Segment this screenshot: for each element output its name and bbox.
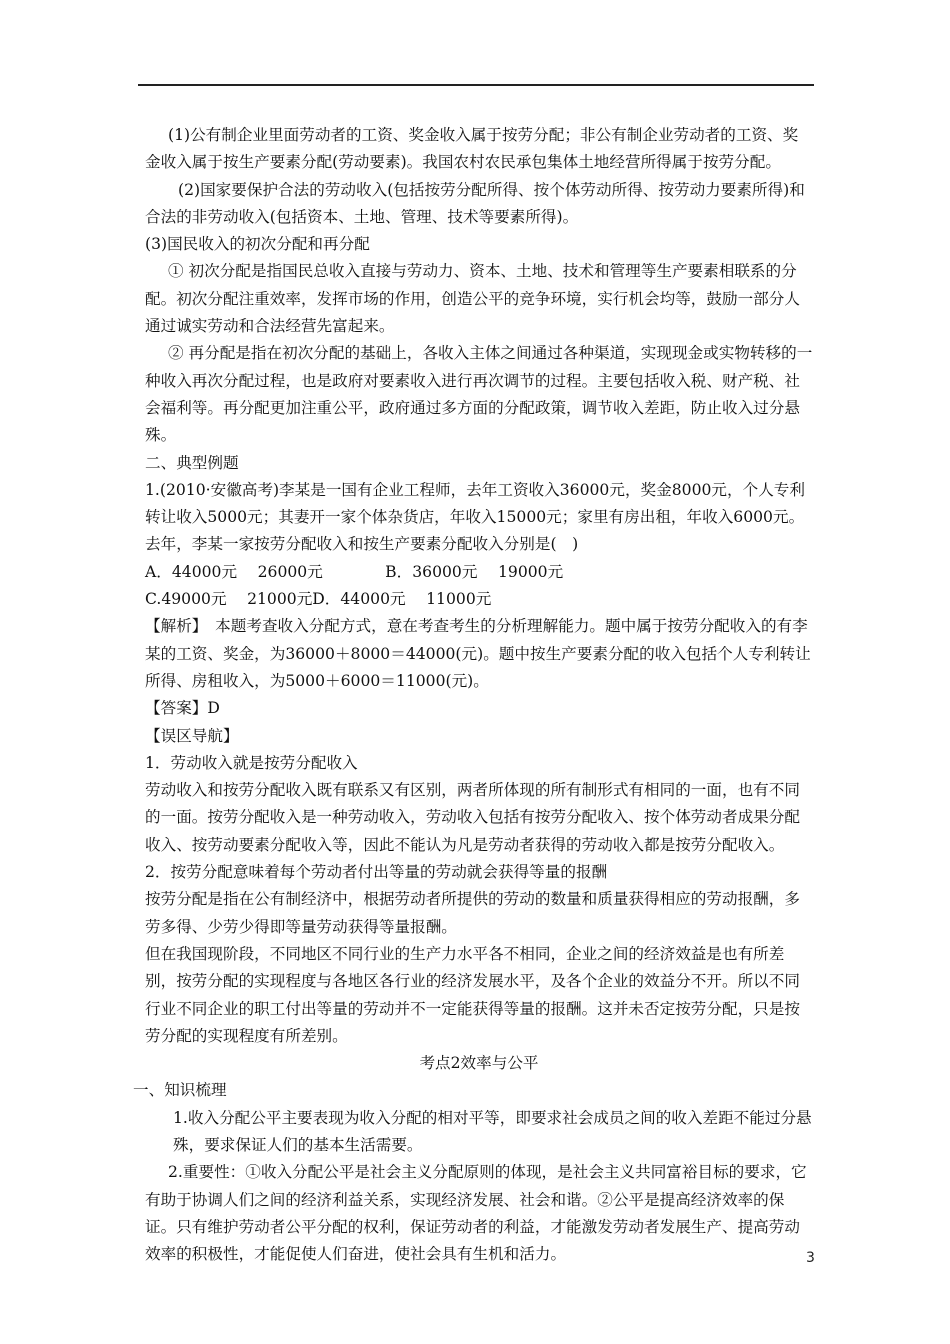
knowledge-heading: 一、知识梳理 [133, 1081, 227, 1100]
option-c-d: C.49000元 21000元D．44000元 11000元 [145, 590, 492, 609]
page-number: 3 [806, 1250, 815, 1266]
misconception-1-title: 1．劳动收入就是按劳分配收入 [145, 753, 358, 772]
topic-2-title: 考点2效率与公平 [419, 1054, 539, 1073]
misconception-2-body-a: 按劳分配是指在公有制经济中，根据劳动者所提供的劳动的数量和质量获得相应的劳动报酬，多劳多得、少劳少得即等量劳动获得等量报酬。 [145, 890, 800, 936]
paragraph-5: ② 再分配是指在初次分配的基础上，各收入主体之间通过各种渠道，实现现金或实物转移的一种收入再次分配过程，也是政府对要素收入进行再次调节的过程。主要包括收入税、财产税、社会福利等。再分配更加注重公平，政府通过多方面的分配政策，调节收入差距，防止收入过分悬殊。 [145, 344, 813, 445]
misconception-2-title: 2．按劳分配意味着每个劳动者付出等量的劳动就会获得等量的报酬 [145, 863, 608, 882]
document-body [133, 122, 813, 1268]
answer: 【答案】D [145, 699, 220, 718]
paragraph-3-heading: (3)国民收入的初次分配和再分配 [145, 235, 370, 254]
misconception-2-body-b: 但在我国现阶段，不同地区不同行业的生产力水平各不相同，企业之间的经济效益是也有所差别，按劳分配的实现程度与各地区各行业的经济发展水平，及各个企业的效益分不开。所以不同行业不同企业的职工付出等量的劳动并不一定能获得等量的报酬。这并未否定按劳分配，只是按劳分配的实现程度有所差别。 [145, 944, 800, 1045]
paragraph-1: (1)公有制企业里面劳动者的工资、奖金收入属于按劳分配；非公有制企业劳动者的工资、奖金收入属于按生产要素分配(劳动要素)。我国农村农民承包集体土地经营所得属于按劳分配。 [145, 126, 799, 172]
option-a-b: A．44000元 26000元 B．36000元 19000元 [145, 562, 564, 581]
misconception-heading: 【误区导航】 [145, 726, 239, 745]
paragraph-2: (2)国家要保护合法的劳动收入(包括按劳分配所得、按个体劳动所得、按劳动力要素所得)和合法的非劳动收入(包括资本、土地、管理、技术等要素所得)。 [145, 180, 805, 226]
section-heading-examples: 二、典型例题 [145, 453, 239, 472]
misconception-1-body: 劳动收入和按劳分配收入既有联系又有区别，两者所体现的所有制形式有相同的一面，也有不同的一面。按劳分配收入是一种劳动收入，劳动收入包括有按劳分配收入、按个体劳动者成果分配收入、按劳动要素分配收入等，因此不能认为凡是劳动者获得的劳动收入都是按劳分配收入。 [145, 781, 800, 854]
question-1: 1.(2010·安徽高考)李某是一国有企业工程师，去年工资收入36000元，奖金8000元，个人专利转让收入5000元；其妻开一家个体杂货店，年收入15000元；家里有房出租，年收入6000元。去年，李某一家按劳分配收入和按生产要素分配收入分别是( ) [145, 480, 805, 554]
knowledge-point-2: 2.重要性：①收入分配公平是社会主义分配原则的体现，是社会主义共同富裕目标的要求，它有助于协调人们之间的经济利益关系，实现经济发展、社会和谐。②公平是提高经济效率的保证。只有维护劳动者公平分配的权利，保证劳动者的利益，才能激发劳动者发展生产、提高劳动效率的积极性，才能促使人们奋进，使社会具有生机和活力。 [145, 1163, 807, 1264]
knowledge-point-1: 1.收入分配公平主要表现为收入分配的相对平等，即要求社会成员之间的收入差距不能过分悬殊，要求保证人们的基本生活需要。 [173, 1108, 812, 1154]
paragraph-4: ① 初次分配是指国民总收入直接与劳动力、资本、土地、技术和管理等生产要素相联系的分配。初次分配注重效率，发挥市场的作用，创造公平的竞争环境，实行机会均等，鼓励一部分人通过诚实劳动和合法经营先富起来。 [145, 262, 800, 336]
analysis: 【解析】 本题考查收入分配方式，意在考查考生的分析理解能力。题中属于按劳分配收入的有李某的工资、奖金，为36000＋8000＝44000(元)。题中按生产要素分配的收入包括个人专利转让所得、房租收入，为5000＋6000＝11000(元)。 [145, 617, 811, 690]
header-rule [138, 84, 814, 86]
